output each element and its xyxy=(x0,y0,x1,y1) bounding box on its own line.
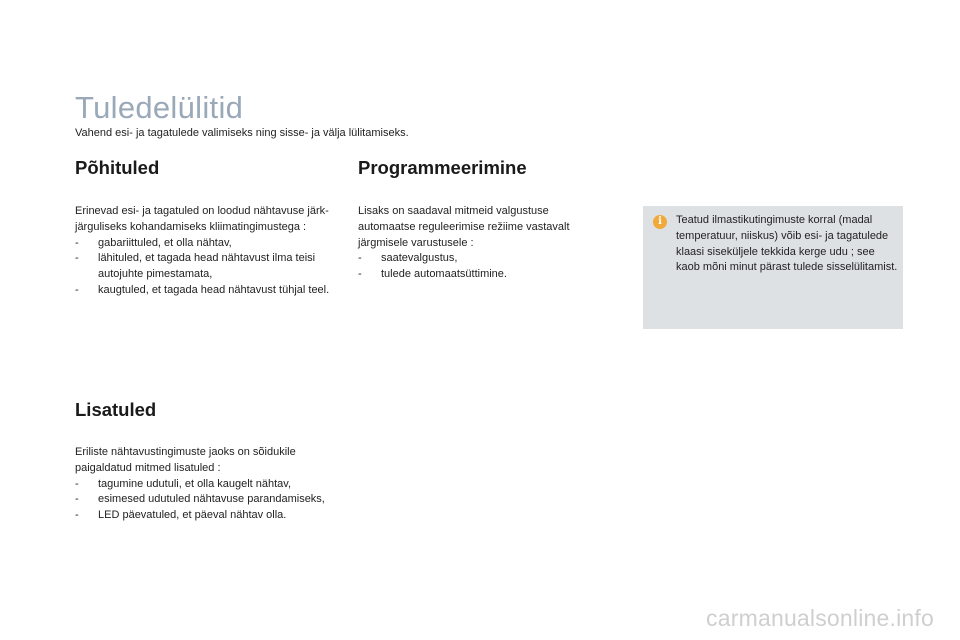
programming-text xyxy=(358,204,608,283)
list-dash: - xyxy=(75,493,79,506)
list-item: - tulede automaatsüttimine. xyxy=(358,267,608,283)
programming-intro: Lisaks on saadaval mitmeid valgustuse automaatse reguleerimise režiime vastavalt järgmisele varustusele : xyxy=(358,205,570,249)
list-item: - kaugtuled, et tagada head nähtavust tühjal teel. xyxy=(75,283,337,299)
list-dash: - xyxy=(358,252,362,265)
extra-lights-intro: Eriliste nähtavustingimuste jaoks on sõidukile paigaldatud mitmed lisatuled : xyxy=(75,446,296,474)
list-dash: - xyxy=(75,252,79,265)
section-heading-programming: Programmeerimine xyxy=(358,157,527,178)
info-icon: i xyxy=(653,215,667,229)
main-lights-text xyxy=(75,204,337,299)
page-title: Tuledelülitid xyxy=(75,90,244,125)
list-dash: - xyxy=(75,236,79,249)
info-text: Teatud ilmastikutingimuste korral (madal temperatuur, niiskus) võib esi- ja tagatulede klaasi siseküljele tekkida kerge udu ; see kaob mõni minut pärast tulede sisselülitamist. xyxy=(676,214,898,274)
list-item: - LED päevatuled, et päeval nähtav olla. xyxy=(75,508,337,524)
watermark: carmanualsonline.info xyxy=(706,605,934,631)
list-item: - saatevalgustus, xyxy=(358,251,608,267)
list-item: - tagumine udutuli, et olla kaugelt nähtav, xyxy=(75,477,337,493)
info-box xyxy=(643,206,903,329)
list-item: - esimesed udutuled nähtavuse parandamiseks, xyxy=(75,492,337,508)
list-dash: - xyxy=(358,268,362,281)
section-heading-extra-lights: Lisatuled xyxy=(75,399,157,420)
list-dash: - xyxy=(75,283,79,296)
extra-lights-list xyxy=(75,477,337,524)
extra-lights-text xyxy=(75,445,337,524)
list-dash: - xyxy=(75,509,79,522)
programming-list xyxy=(358,251,608,283)
list-dash: - xyxy=(75,477,79,490)
main-lights-intro: Erinevad esi- ja tagatuled on loodud nähtavuse järk-järguliseks kohandamiseks kliimatingimustega : xyxy=(75,205,329,233)
page-subtitle: Vahend esi- ja tagatulede valimiseks ning sisse- ja välja lülitamiseks. xyxy=(75,127,409,139)
main-lights-list xyxy=(75,236,337,299)
list-item: - lähituled, et tagada head nähtavust ilma teisi autojuhte pimestamata, xyxy=(75,252,316,281)
list-item: - gabariittuled, et olla nähtav, xyxy=(75,236,337,252)
section-heading-main-lights: Põhituled xyxy=(75,157,160,178)
